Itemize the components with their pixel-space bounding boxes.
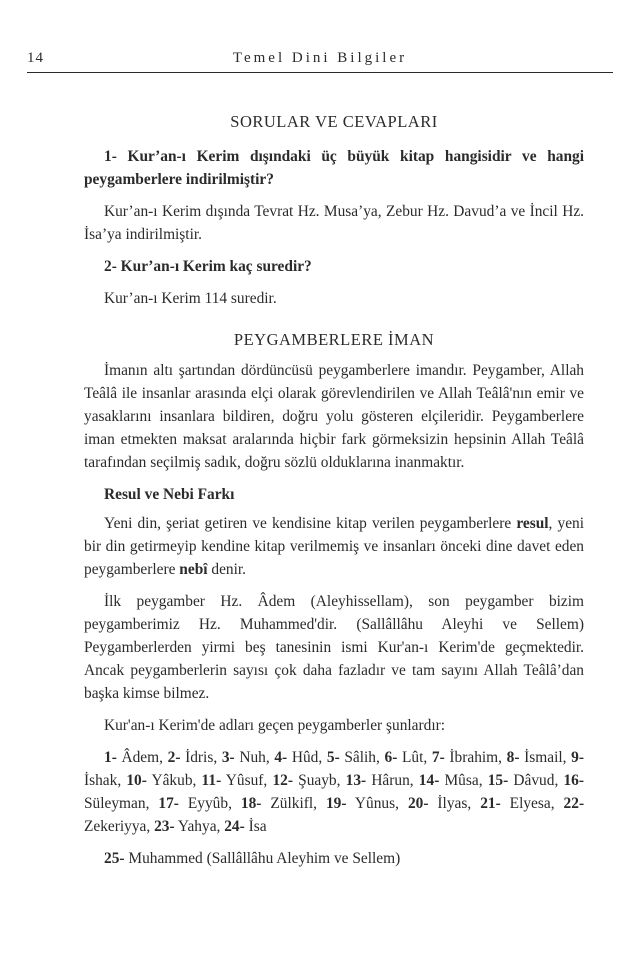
prophet-name: Hûd (287, 749, 319, 766)
page-number: 14 (27, 50, 44, 66)
prophet-item (202, 772, 264, 789)
prophet-item (408, 795, 467, 812)
prophet-item (480, 795, 551, 812)
prophet-item (241, 795, 313, 812)
prophet-item (158, 795, 228, 812)
section-title-questions: SORULAR VE CEVAPLARI (230, 112, 438, 131)
prophet-name: Sâlih (339, 749, 377, 766)
prophet-item (327, 749, 376, 766)
prophet-number: 20- (407, 795, 429, 812)
prophet-name: Âdem (116, 749, 160, 766)
prophet-item (346, 772, 410, 789)
prophet-item (488, 772, 555, 789)
prophet-item (432, 749, 498, 766)
prophet-name: Nuh (234, 749, 266, 766)
prophet-name: İdris (180, 749, 214, 766)
prophet-name: Hârun (366, 772, 410, 789)
prophet-name: Dâvud (508, 772, 555, 789)
prophet-item (385, 749, 424, 766)
prophet-name: Lût (397, 749, 424, 766)
prophet-number: 6- (384, 749, 398, 766)
prophet-name: Süleyman (84, 795, 146, 812)
prophet-number: 1- (104, 749, 117, 766)
prophet-name: Yahya (174, 818, 217, 835)
prophet-25-name: Muhammed (Sallâllâhu Aleyhim ve Sellem) (124, 850, 401, 867)
prophet-item (154, 818, 216, 835)
prophet-number: 2- (167, 749, 181, 766)
prophet-name: Yâkub (146, 772, 193, 789)
p2-text-middle: , yeni bir din getirmeyip kendine kitap verilmemiş ve insanları önceki dine davet eden peygamberlere (84, 515, 584, 578)
paragraph-resul-nebi (84, 512, 584, 581)
prophet-item (507, 749, 563, 766)
prophet-25 (84, 847, 584, 870)
question-2: 2- Kur’an-ı Kerim kaç suredir? (104, 258, 312, 275)
question-1: 1- Kur’an-ı Kerim dışındaki üç büyük kitap hangisidir ve hangi peygamberlere indirilmiştir? (84, 148, 584, 188)
answer-1: Kur’an-ı Kerim dışında Tevrat Hz. Musa’ya, Zebur Hz. Davud’a ve İncil Hz. İsa’ya indirilmiştir. (84, 203, 584, 243)
prophet-number: 9- (571, 749, 584, 766)
prophet-item (224, 818, 266, 835)
running-title: Temel Dini Bilgiler (232, 50, 408, 66)
prophet-number: 4- (274, 749, 288, 766)
prophet-name: İbrahim (444, 749, 499, 766)
prophet-number: 3- (221, 749, 235, 766)
prophet-item (326, 795, 395, 812)
prophet-number: 5- (326, 749, 340, 766)
prophet-name: İsmail (519, 749, 563, 766)
prophet-number: 12- (272, 772, 293, 789)
page-body (84, 110, 584, 879)
prophet-number: 14- (418, 772, 440, 789)
paragraph-first-last-prophet: İlk peygamber Hz. Âdem (Aleyhissellam), son peygamber bizim peygamberimiz Hz. Muhammed'dir. (Sallâllâhu Aleyhi ve Sellem) Peygamberlerden yirmi beş tanesinin ismi Kur'an-ı Kerim'de geçmektedir. Ancak peygamberlerin sayısı çok daha fazladır ve tam sayını Allah Teâlâ’dan başka kimse bilmez. (84, 593, 584, 702)
prophet-number: 7- (431, 749, 445, 766)
prophet-list: 1- Âdem, 2- İdris, 3- Nuh, 4- Hûd, 5- Sâlih, 6- Lût, 7- İbrahim, 8- İsmail, 9- İshak, 10- Yâkub, 11- Yûsuf, 12- Şuayb, 13- Hârun, 14- Mûsa, 15- Dâvud, 16- Süleyman, 17- Eyyûb, 18- Zülkifl, 19- Yûnus, 20- İlyas, 21- Elyesa, 22- Zekeriyya, 23- Yahya, 24- İsa (84, 749, 585, 835)
term-nebi: nebî (179, 561, 208, 578)
prophet-item (222, 749, 266, 766)
answer-2: Kur’an-ı Kerim 114 suredir. (104, 290, 277, 307)
prophet-item (126, 772, 192, 789)
prophet-name: Yûsuf (221, 772, 264, 789)
prophet-number: 8- (506, 749, 520, 766)
p2-text-after: denir. (207, 561, 246, 578)
paragraph-iman: İmanın altı şartından dördüncüsü peygamberlere imandır. Peygamber, Allah Teâlâ ile insanlar arasında elçi olarak görevlendirilen ve Allah Teâlâ'nın emir ve yasaklarını insanlara bildiren, doğru yolu gösteren elçileridir. Peygamberlere iman etmekten maksat aralarında hiçbir fark görmeksizin hepsinin Allah Teâlâ tarafından seçilmiş sadık, doğru sözlü olduklarına inanmaktır. (84, 362, 584, 471)
prophet-number: 15- (487, 772, 509, 789)
prophet-name: İshak (84, 772, 118, 789)
prophet-number: 22- (563, 795, 585, 812)
prophet-number: 10- (126, 772, 147, 789)
prophet-number: 23- (154, 818, 175, 835)
prophet-name: Yûnus (346, 795, 396, 812)
prophet-name: Zülkifl (261, 795, 314, 812)
prophet-number: 21- (480, 795, 501, 812)
prophet-25-number: 25- (104, 850, 125, 867)
prophet-item (419, 772, 479, 789)
prophet-item (168, 749, 214, 766)
prophet-item (272, 772, 336, 789)
prophet-name: Eyyûb (178, 795, 229, 812)
prophet-name: İsa (244, 818, 267, 835)
prophet-number: 13- (345, 772, 367, 789)
prophet-number: 19- (325, 795, 347, 812)
paragraph-list-intro: Kur'an-ı Kerim'de adları geçen peygamberler şunlardır: (104, 717, 445, 734)
subheading-resul-nebi: Resul ve Nebi Farkı (104, 486, 235, 503)
prophet-name: Mûsa (439, 772, 479, 789)
section-title-prophets: PEYGAMBERLERE İMAN (233, 330, 435, 349)
prophet-number: 24- (224, 818, 245, 835)
prophet-number: 16- (563, 772, 584, 789)
page-header (27, 50, 613, 73)
prophet-name: Elyesa (500, 795, 551, 812)
term-resul: resul (516, 515, 549, 532)
prophet-number: 11- (201, 772, 222, 789)
prophet-item (104, 749, 159, 766)
prophet-number: 17- (158, 795, 179, 812)
p2-text-before: Yeni din, şeriat getiren ve kendisine kitap verilen peygamberlere (104, 515, 517, 532)
prophet-number: 18- (240, 795, 262, 812)
prophet-item (274, 749, 318, 766)
prophet-name: İlyas (428, 795, 468, 812)
prophet-name: Şuayb (292, 772, 337, 789)
prophet-name: Zekeriyya (84, 818, 147, 835)
